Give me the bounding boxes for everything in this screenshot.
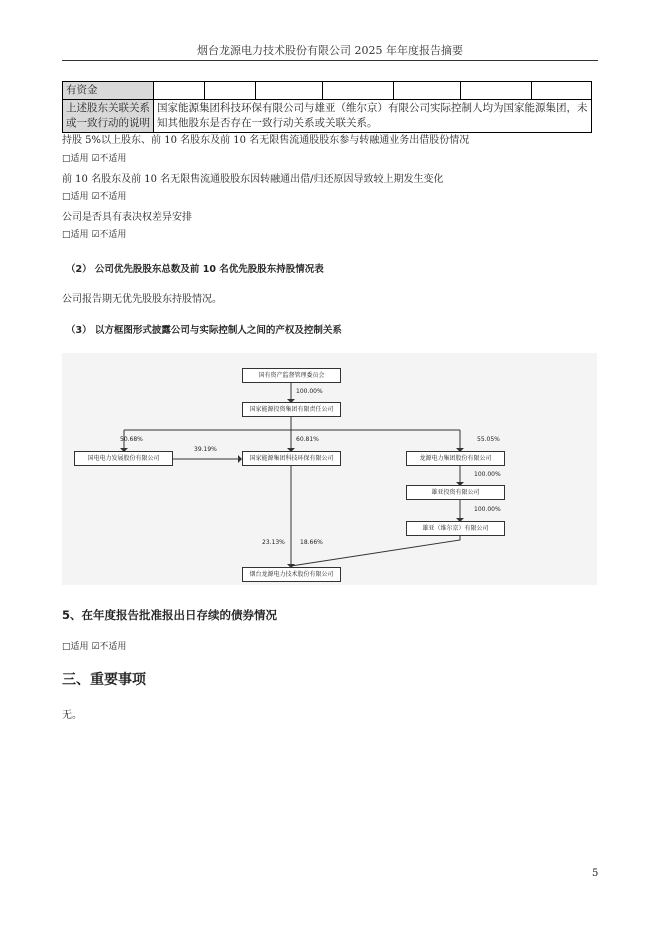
box-group: 国家能源投资集团有限责任公司	[242, 402, 341, 417]
chart-connectors	[62, 353, 597, 585]
pct-sasac-group: 100.00%	[296, 388, 323, 395]
box-xiongya-bvi: 雄亚（维尔京）有限公司	[406, 521, 505, 536]
table-row	[63, 82, 592, 100]
box-company: 烟台龙源电力技术股份有限公司	[242, 567, 341, 582]
checkbox-line-1: □适用 ☑不适用	[62, 154, 127, 164]
section-major-matters-title: 三、重要事项	[62, 672, 146, 688]
page-header: 烟台龙源电力技术股份有限公司 2025 年年度报告摘要	[197, 44, 463, 57]
table-cell-text: 国家能源集团科技环保有限公司与雄亚（维尔京）有限公司实际控制人均为国家能源集团，未知其他股东是否存在一致行动关系或关联关系。	[154, 100, 592, 133]
table-cell	[256, 82, 323, 100]
table-cell	[461, 82, 532, 100]
pct-guodian-keji: 39.19%	[194, 446, 217, 453]
body-text-none: 无。	[62, 710, 82, 721]
pct-group-guodian: 50.68%	[120, 436, 143, 443]
pct-group-keji: 60.81%	[296, 436, 319, 443]
pct-longyuan-xiongya: 100.00%	[474, 471, 501, 478]
box-longyuan-group: 龙源电力集团股份有限公司	[406, 451, 505, 466]
body-text-2: 前 10 名股东及前 10 名无限售流通股股东因转融通出借/归还原因导致较上期发生变化	[62, 174, 444, 185]
box-guodian: 国电电力发展股份有限公司	[74, 451, 173, 466]
body-text-preferred: 公司报告期无优先股股东持股情况。	[62, 294, 222, 305]
table-cell-label: 有资金	[63, 82, 154, 100]
pct-group-longyuan: 55.05%	[477, 436, 500, 443]
body-text-3: 公司是否具有表决权差异安排	[62, 212, 192, 223]
box-xiongya-invest: 雄亚投资有限公司	[406, 485, 505, 500]
ownership-chart	[62, 353, 597, 585]
heading-preferred-shares: （2） 公司优先股股东总数及前 10 名优先股股东持股情况表	[66, 264, 324, 275]
table-cell	[154, 82, 205, 100]
table-row	[63, 100, 592, 133]
box-sasac: 国有资产监督管理委员会	[242, 368, 341, 383]
pct-keji-company: 23.13%	[262, 539, 285, 546]
box-keji: 国家能源集团科技环保有限公司	[242, 451, 341, 466]
shareholder-table	[62, 81, 592, 133]
table-cell	[205, 82, 256, 100]
table-cell	[323, 82, 394, 100]
checkbox-line-bonds: □适用 ☑不适用	[62, 642, 127, 652]
checkbox-line-3: □适用 ☑不适用	[62, 230, 127, 240]
pct-xiongya-bvi: 100.00%	[474, 506, 501, 513]
checkbox-line-2: □适用 ☑不适用	[62, 192, 127, 202]
section-bonds-title: 5、在年度报告批准报出日存续的债券情况	[62, 608, 277, 622]
table-cell-label: 上述股东关联关系或一致行动的说明	[63, 100, 154, 133]
table-cell	[394, 82, 461, 100]
header-rule	[62, 60, 598, 61]
body-text-1: 持股 5%以上股东、前 10 名股东及前 10 名无限售流通股股东参与转融通业务出借股份情况	[62, 135, 470, 146]
table-cell	[532, 82, 592, 100]
heading-ownership-chart: （3） 以方框图形式披露公司与实际控制人之间的产权及控制关系	[66, 325, 342, 336]
pct-bvi-company: 18.66%	[300, 539, 323, 546]
page-number: 5	[592, 868, 599, 879]
